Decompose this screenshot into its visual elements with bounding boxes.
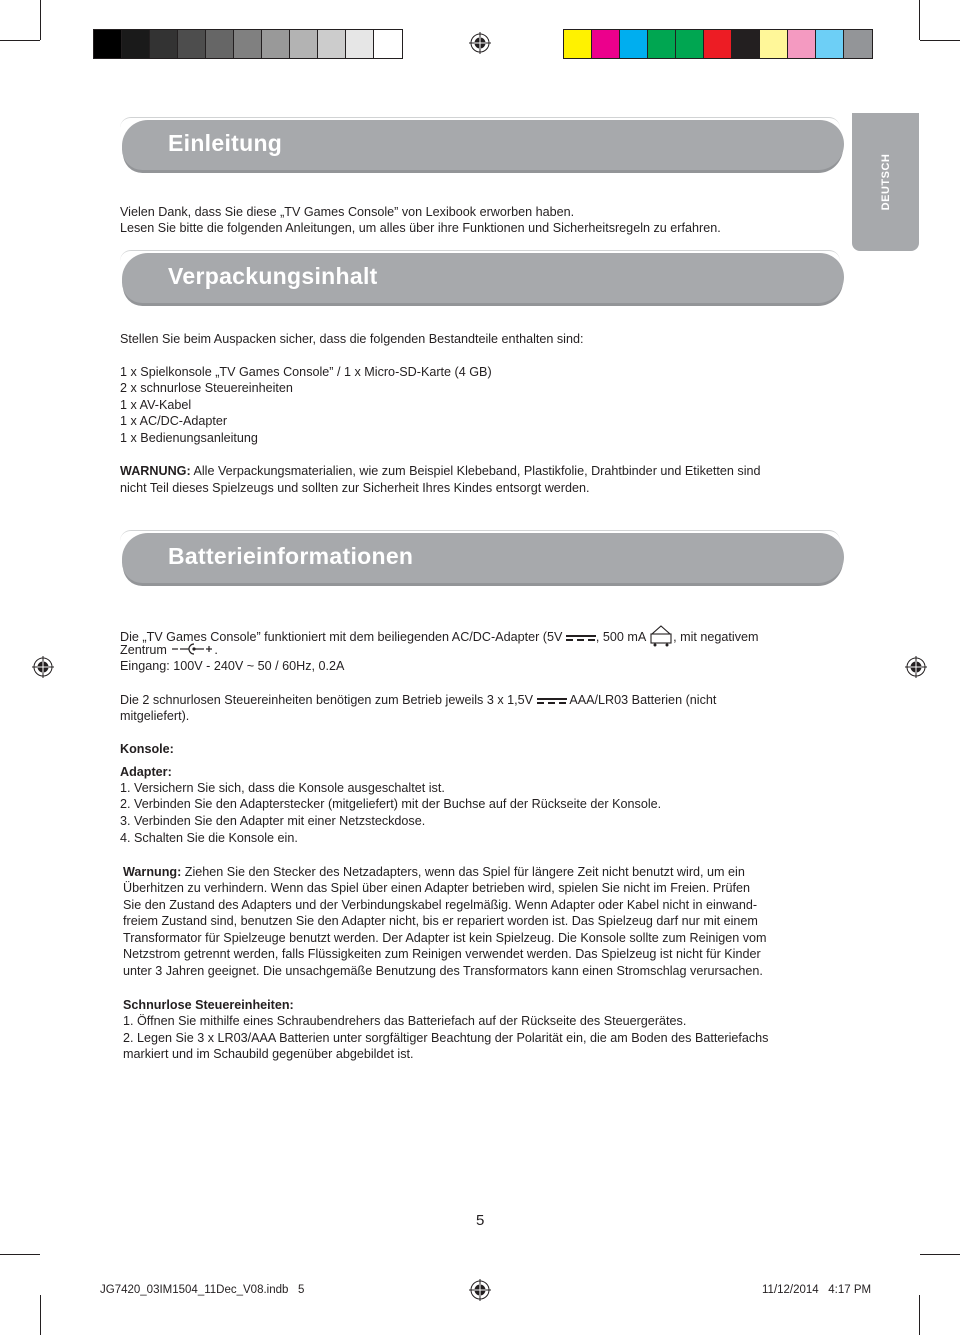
adapter-warning-line: Sie den Zustand des Adapters und der Verbindungskabel regelmäßig. Wenn Adapter oder Kabel nicht in einwand- [123,898,758,912]
color-swatch [94,30,122,58]
package-intro: Stellen Sie beim Auspacken sicher, dass die folgenden Bestandteile enthalten sind: [120,332,584,346]
package-item: 1 x Bedienungsanleitung [120,431,258,445]
adapter-spec-line: Die „TV Games Console” funktioniert mit dem beiliegenden AC/DC-Adapter (5V , 500 mA , mit negativem [120,625,758,647]
package-item: 1 x Spielkonsole „TV Games Console” / 1 x Micro-SD-Karte (4 GB) [120,365,492,379]
crop-mark [920,1254,960,1255]
center-polarity-line: Zentrum . [120,643,218,657]
crop-mark [0,40,40,41]
package-warning [120,463,761,480]
adapter-warning-line: unter 3 Jahren geeignet. Die unsachgemäße Benutzung des Transformators kann einen Stromschlag verursachen. [123,964,763,978]
package-item: 1 x AV-Kabel [120,398,192,412]
adapter-step: 1. Versichern Sie sich, dass die Konsole ausgeschaltet ist. [120,781,445,795]
color-swatch [844,30,872,58]
intro-line: Vielen Dank, dass Sie diese „TV Games Console” von Lexibook erworben haben. [120,205,575,219]
color-swatch [620,30,648,58]
package-item: 1 x AC/DC-Adapter [120,414,228,428]
color-swatch [816,30,844,58]
color-swatch [346,30,374,58]
color-swatch [648,30,676,58]
crop-mark [919,0,920,40]
section-header-package [122,253,844,303]
color-swatch [318,30,346,58]
color-swatch [374,30,402,58]
adapter-warning-line: Überhitzen zu verhindern. Wenn das Spiel über einen Adapter betrieben wird, spielen Sie nicht im Freien. Prüfen [123,881,751,895]
color-swatch [676,30,704,58]
polarity-icon [170,643,214,655]
input-spec-line: Eingang: 100V - 240V ~ 50 / 60Hz, 0.2A [120,659,345,673]
controller-battery-line: Die 2 schnurlosen Steuereinheiten benötigen zum Betrieb jeweils 3 x 1,5V AAA/LR03 Batterien (nicht [120,693,717,707]
footer-date: 11/12/2014 4:17 PM [762,1284,872,1296]
warning-label: Warnung: [123,865,182,879]
registration-mark-icon [905,656,927,678]
section-header-intro [122,120,844,170]
color-swatch [122,30,150,58]
color-swatch [564,30,592,58]
class-ii-transformer-icon [649,625,673,647]
footer-file: JG7420_03IM1504_11Dec_V08.indb 5 [100,1284,305,1296]
package-warning-cont: nicht Teil dieses Spielzeugs und sollten zur Sicherheit Ihres Kindes entsorgt werden. [120,481,590,495]
dc-symbol-icon [537,697,567,705]
adapter-step: 3. Verbinden Sie den Adapter mit einer Netzsteckdose. [120,814,426,828]
package-item: 2 x schnurlose Steuereinheiten [120,381,293,395]
adapter-warning: Warnung: Ziehen Sie den Stecker des Netzadapters, wenn das Spiel für längere Zeit nicht benutzt wird, um ein [123,865,745,879]
process-color-bar [563,29,873,59]
crop-mark [0,1254,40,1255]
wireless-step: 1. Öffnen Sie mithilfe eines Schraubendrehers das Batteriefach auf der Rückseite des Steuergerätes. [123,1014,687,1028]
crop-mark [40,1295,41,1335]
language-tab-label: DEUTSCH [879,153,892,211]
language-tab [852,113,919,251]
color-swatch [732,30,760,58]
color-swatch [788,30,816,58]
registration-mark-icon [469,32,491,54]
dc-symbol-icon [566,634,596,642]
color-swatch [262,30,290,58]
color-swatch [704,30,732,58]
color-swatch [760,30,788,58]
registration-mark-icon [32,656,54,678]
color-swatch [592,30,620,58]
color-swatch [206,30,234,58]
adapter-step: 2. Verbinden Sie den Adapterstecker (mitgeliefert) mit der Buchse auf der Rückseite der Konsole. [120,797,662,811]
crop-mark [919,1295,920,1335]
color-swatch [150,30,178,58]
section-title: Verpackungsinhalt [168,263,378,289]
section-title: Batterieinformationen [168,543,414,569]
color-swatch [178,30,206,58]
adapter-warning-line: Transformator für Spielzeuge benutzt werden. Der Adapter ist kein Spielzeug. Die Konsole sollte zum Reinigen vom [123,931,767,945]
adapter-heading: Adapter: [120,765,172,779]
wireless-step: 2. Legen Sie 3 x LR03/AAA Batterien unter sorgfältiger Beachtung der Polarität ein, die am Boden des Batteriefachs [123,1031,769,1045]
grayscale-color-bar [93,29,403,59]
registration-mark-icon [469,1279,491,1301]
crop-mark [40,0,41,40]
wireless-heading: Schnurlose Steuereinheiten: [123,998,294,1012]
controller-battery-line-cont: mitgeliefert). [120,709,190,723]
section-title: Einleitung [168,130,283,156]
crop-mark [920,40,960,41]
section-header-battery [122,533,844,583]
color-swatch [290,30,318,58]
intro-line: Lesen Sie bitte die folgenden Anleitungen, um alles über ihre Funktionen und Sicherheitsregeln zu erfahren. [120,221,721,235]
color-swatch [234,30,262,58]
warning-text: Alle Verpackungsmaterialien, wie zum Beispiel Klebeband, Plastikfolie, Drahtbinder und Etiketten sind [193,464,761,478]
adapter-warning-line: freiem Zustand sind, benutzen Sie den Adapter nicht, bis er repariert worden ist. Das Spielzeug darf nur mit einem [123,914,758,928]
console-heading: Konsole: [120,742,174,756]
adapter-warning-line: Netzstrom getrennt werden, falls Flüssigkeiten zum Reinigen verwendet werden. Das Spielzeug ist nicht für Kinder [123,947,761,961]
wireless-step: markiert und im Schaubild gegenüber abgebildet ist. [123,1047,414,1061]
adapter-step: 4. Schalten Sie die Konsole ein. [120,831,298,845]
page-number: 5 [476,1212,485,1229]
warning-label: WARNUNG: [120,464,191,478]
